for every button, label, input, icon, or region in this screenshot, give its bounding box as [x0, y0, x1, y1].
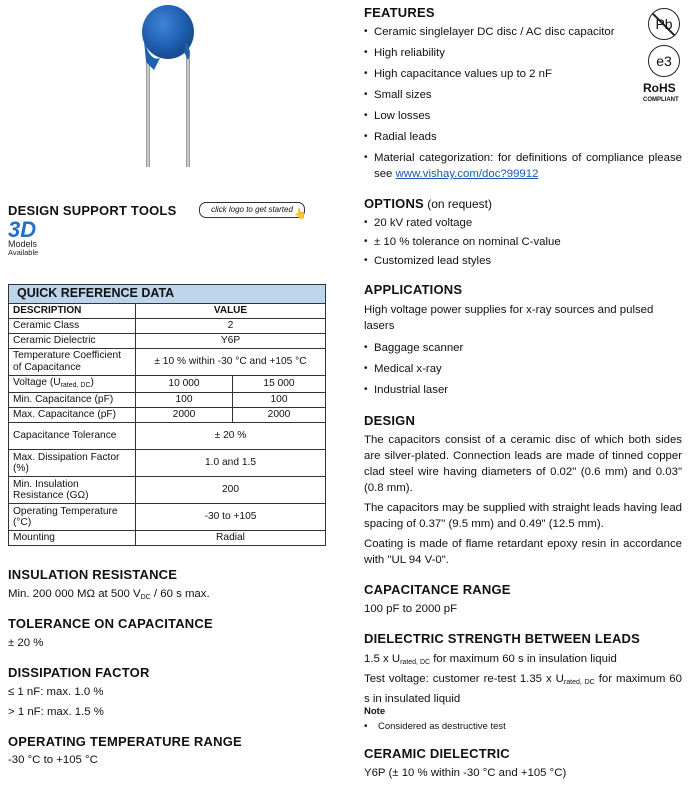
table-row	[9, 504, 326, 531]
row-value: ± 10 % within -30 °C and +105 °C	[136, 348, 326, 375]
operating-temp-text: -30 °C to +105 °C	[8, 754, 98, 766]
options-title-row	[364, 196, 492, 211]
voltage-end: )	[90, 376, 94, 388]
row-desc: Max. Dissipation Factor (%)	[9, 450, 136, 477]
applications-list	[364, 340, 682, 403]
row-value: Y6P	[136, 333, 326, 348]
list-item	[364, 382, 682, 403]
row-value: 200	[136, 477, 326, 504]
row-desc: Max. Capacitance (pF)	[9, 408, 136, 423]
dielectric-line-2-a: Test voltage: customer re-test 1.35 x U	[364, 673, 564, 685]
rohs-compliant-text: COMPLIANT	[643, 97, 679, 103]
options-subtitle: (on request)	[423, 197, 492, 211]
tolerance-title: TOLERANCE ON CAPACITANCE	[8, 616, 213, 631]
list-item	[364, 129, 682, 150]
dissipation-line-2: > 1 nF: max. 1.5 %	[8, 706, 104, 718]
ceramic-dielectric-title: CERAMIC DIELECTRIC	[364, 746, 510, 761]
options-title: OPTIONS	[364, 196, 424, 211]
bullet: •	[364, 363, 368, 374]
models-3d-logo[interactable]	[8, 217, 58, 262]
option-text: ± 10 % tolerance on nominal C-value	[374, 236, 561, 248]
row-value-a: 100	[136, 393, 233, 408]
dielectric-line-1-b: for maximum 60 s in insulation liquid	[430, 653, 617, 665]
note-title: Note	[364, 706, 386, 717]
row-desc: Operating Temperature (°C)	[9, 504, 136, 531]
row-value: 1.0 and 1.5	[136, 450, 326, 477]
table-row	[9, 477, 326, 504]
bullet: •	[364, 26, 368, 37]
list-item	[364, 215, 682, 234]
ceramic-dielectric-text: Y6P (± 10 % within -30 °C and +105 °C)	[364, 767, 567, 779]
insulation-title: INSULATION RESISTANCE	[8, 567, 178, 582]
feature-text: Low losses	[374, 110, 431, 122]
e3-icon	[648, 45, 680, 77]
list-item	[364, 340, 682, 361]
feature-text: Small sizes	[374, 89, 432, 101]
operating-temp-title: OPERATING TEMPERATURE RANGE	[8, 734, 242, 749]
list-item	[364, 150, 682, 182]
list-item	[364, 234, 682, 253]
row-desc: Capacitance Tolerance	[9, 423, 136, 450]
list-item	[364, 361, 682, 382]
option-text: Customized lead styles	[374, 255, 492, 267]
row-value: -30 to +105	[136, 504, 326, 531]
row-value: Radial	[136, 531, 326, 546]
design-paragraph-3: Coating is made of flame retardant epoxy resin in accordance with "UL 94 V-0".	[364, 538, 682, 566]
col-value-header: VALUE	[136, 304, 326, 319]
cap-range-text: 100 pF to 2000 pF	[364, 603, 458, 615]
bullet: •	[364, 131, 368, 142]
dielectric-line-2-b: for maximum 60 s in insulated liquid	[364, 673, 682, 705]
row-value-b: 15 000	[233, 375, 326, 393]
bullet: •	[364, 721, 368, 732]
design-support-title: DESIGN SUPPORT TOOLS	[8, 203, 177, 218]
table-row	[9, 333, 326, 348]
insulation-text-main: Min. 200 000 MΩ at 500 V	[8, 588, 141, 600]
quick-reference-table	[8, 284, 326, 546]
row-desc: Min. Insulation Resistance (GΩ)	[9, 477, 136, 504]
dissipation-title: DISSIPATION FACTOR	[8, 665, 150, 680]
table-row	[9, 375, 326, 393]
material-text-main: Material categorization: for definitions of compliance please see	[374, 152, 682, 180]
design-title: DESIGN	[364, 413, 416, 428]
design-paragraph-2: The capacitors may be supplied with straight leads having lead spacing of 0.37" (9.5 mm) and 0.49" (12.5 mm).	[364, 502, 682, 530]
logo-3d-text: 3D	[8, 217, 37, 242]
bullet: •	[364, 255, 368, 266]
list-item	[364, 45, 682, 66]
applications-text: High voltage power supplies for x-ray sources and pulsed lasers	[364, 304, 654, 332]
list-item	[364, 24, 682, 45]
col-description-header: DESCRIPTION	[9, 304, 136, 319]
bullet: •	[364, 47, 368, 58]
logo-available-text: Available	[8, 248, 39, 257]
row-value: ± 20 %	[136, 423, 326, 450]
applications-title: APPLICATIONS	[364, 282, 463, 297]
pb-free-icon	[648, 8, 680, 40]
dissipation-line-1: ≤ 1 nF: max. 1.0 %	[8, 686, 104, 698]
rohs-badge: RoHS	[643, 81, 676, 95]
application-text: Medical x-ray	[374, 363, 442, 375]
table-row	[9, 408, 326, 423]
table-row	[9, 393, 326, 408]
row-desc: Min. Capacitance (pF)	[9, 393, 136, 408]
row-value-a: 2000	[136, 408, 233, 423]
material-link[interactable]: www.vishay.com/doc?99912	[395, 168, 539, 180]
insulation-text-end: / 60 s max.	[150, 588, 210, 600]
bullet: •	[364, 89, 368, 100]
material-text	[374, 150, 682, 182]
bullet: •	[364, 217, 368, 228]
dielectric-line-1-a: 1.5 x U	[364, 653, 401, 665]
quick-reference-title: QUICK REFERENCE DATA	[9, 285, 326, 304]
design-paragraph-1: The capacitors consist of a ceramic disc of which both sides are silver-plated. Connection leads are made of tinned copper clad steel wire having diameters of 0.02" (0.6 mm) and 0.03" (0.8 mm).	[364, 434, 682, 494]
row-desc: Temperature Coefficient of Capacitance	[9, 348, 136, 375]
list-item	[364, 253, 682, 272]
insulation-text-sub: DC	[140, 594, 151, 601]
feature-text: High reliability	[374, 47, 445, 59]
get-started-button[interactable]	[199, 202, 305, 218]
bullet: •	[364, 110, 368, 121]
bullet: •	[364, 152, 368, 163]
voltage-label: Voltage (U	[13, 376, 61, 388]
dielectric-line-1	[364, 651, 682, 671]
list-item	[364, 66, 682, 87]
list-item	[364, 108, 682, 129]
logo-models-text: Models	[8, 239, 38, 249]
pb-text: Pb	[655, 16, 673, 32]
e3-text: e3	[656, 53, 672, 69]
dielectric-line-2-sub: rated, DC	[563, 679, 595, 686]
feature-text: Radial leads	[374, 131, 437, 143]
row-value-b: 100	[233, 393, 326, 408]
cap-range-title: CAPACITANCE RANGE	[364, 582, 511, 597]
options-list	[364, 215, 682, 272]
features-title: FEATURES	[364, 5, 435, 20]
row-desc: Ceramic Class	[9, 318, 136, 333]
application-text: Baggage scanner	[374, 342, 464, 354]
get-started-label: click logo to get started	[211, 205, 293, 214]
row-value-a: 10 000	[136, 375, 233, 393]
note-text: Considered as destructive test	[378, 721, 506, 732]
list-item	[364, 87, 682, 108]
table-row	[9, 423, 326, 450]
feature-text: High capacitance values up to 2 nF	[374, 68, 552, 80]
application-text: Industrial laser	[374, 384, 449, 396]
bullet: •	[364, 68, 368, 79]
bullet: •	[364, 342, 368, 353]
row-desc: Mounting	[9, 531, 136, 546]
table-row	[9, 450, 326, 477]
dielectric-line-1-sub: rated, DC	[400, 659, 431, 666]
note-item	[364, 719, 506, 735]
tolerance-text: ± 20 %	[8, 637, 44, 649]
table-row	[9, 348, 326, 375]
table-row	[9, 318, 326, 333]
capacitor-image	[130, 0, 210, 170]
voltage-sub: rated, DC	[60, 381, 91, 389]
row-value: 2	[136, 318, 326, 333]
option-text: 20 kV rated voltage	[374, 217, 473, 229]
bullet: •	[364, 384, 368, 395]
feature-text: Ceramic singlelayer DC disc / AC disc capacitor	[374, 26, 615, 38]
cursor-icon: 👆	[294, 209, 307, 220]
table-row	[9, 531, 326, 546]
dielectric-line-2	[364, 671, 682, 707]
row-value-b: 2000	[233, 408, 326, 423]
features-list	[364, 24, 682, 182]
row-desc: Ceramic Dielectric	[9, 333, 136, 348]
bullet: •	[364, 236, 368, 247]
row-desc	[9, 375, 136, 393]
insulation-text	[8, 586, 210, 606]
dielectric-strength-title: DIELECTRIC STRENGTH BETWEEN LEADS	[364, 631, 640, 646]
